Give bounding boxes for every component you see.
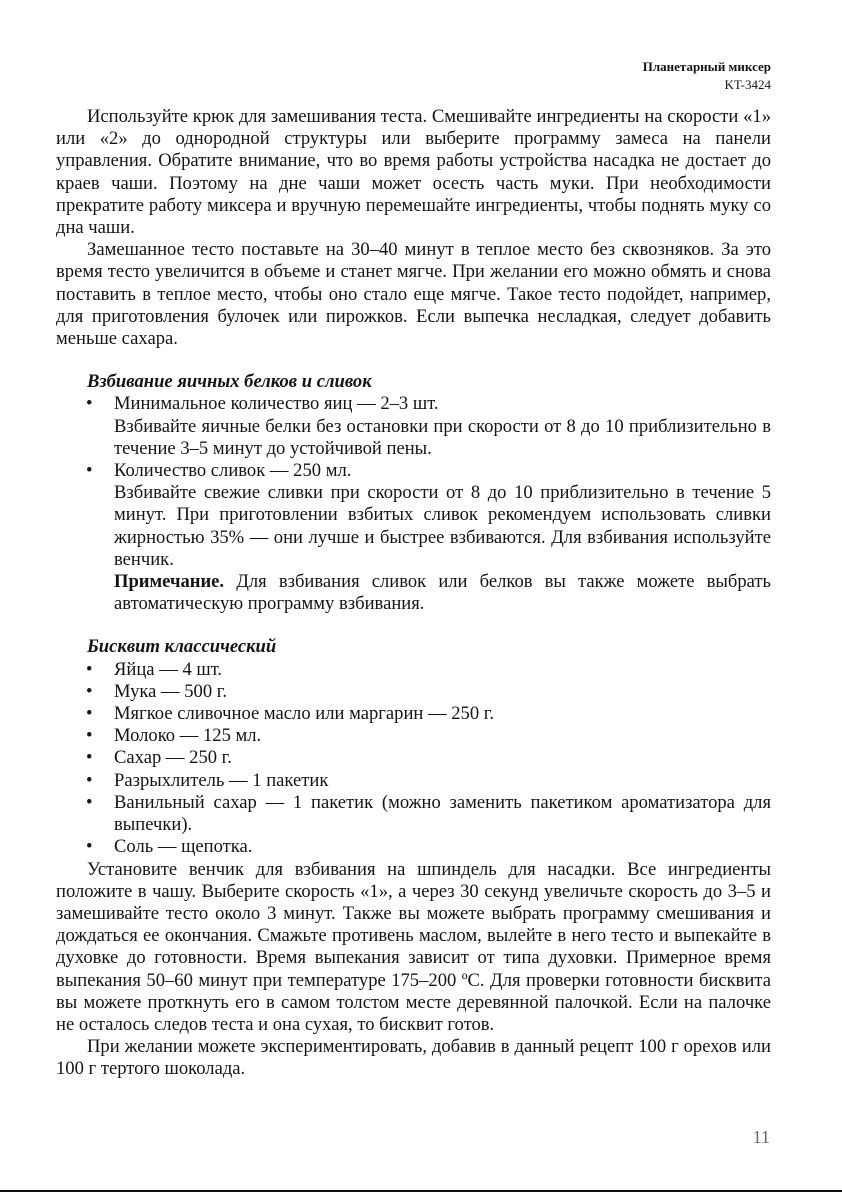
list-item (56, 770, 771, 792)
list-item (56, 659, 771, 681)
biscuit-instructions-1: Установите венчик для взбивания на шпиндель для насадки. Все ингредиенты положите в чашу. Выберите скорость «1», а через 30 секунд увеличьте скорость до 3–5 и замешивайте тесто около 3 минут. Также вы можете выбрать программу смешивания и дождаться ее окончания. Смажьте противень маслом, вылейте в него тесто и выпекайте в духовке до готовности. Время выпекания зависит от типа духовки. Примерное время выпекания 50–60 минут при температуре 175–200 ºC. Для проверки готовности бисквита вы можете проткнуть его в самом толстом месте деревянной палочкой. Если на палочке не осталось следов теста и она сухая, то бисквит готов. (56, 858, 771, 1035)
ingredient: Мука — 500 г. (114, 680, 227, 702)
list-item (56, 836, 771, 858)
bullet: • (86, 393, 93, 415)
ingredient: Мягкое сливочное масло или маргарин — 250 г. (114, 703, 494, 725)
ingredient: Соль — щепотка. (114, 836, 253, 858)
bullet: • (86, 747, 93, 769)
header-title: Планетарный миксер (642, 59, 771, 74)
list-item-label: Количество сливок — 250 мл. (114, 460, 352, 482)
ingredient: Разрыхлитель — 1 пакетик (114, 769, 329, 791)
list-item (56, 393, 771, 460)
bullet: • (86, 703, 93, 725)
whipping-list (56, 393, 771, 615)
note-label: Примечание. (114, 571, 225, 593)
note (114, 571, 771, 615)
list-item-text: Взбивайте яичные белки без остановки при скорости от 8 до 10 приблизительно в течение 3–5 минут до устойчивой пены. (114, 415, 771, 459)
ingredient: Молоко — 125 мл. (114, 725, 262, 747)
page-number: 11 (752, 1127, 770, 1147)
bullet: • (86, 725, 93, 747)
intro-paragraph-2: Замешанное тесто поставьте на 30–40 минут в теплое место без сквозняков. За это время тесто увеличится в объеме и станет мягче. При желании его можно обмять и снова поставить в теплое место, чтобы оно стало еще мягче. Такое тесто подойдет, например, для приготовления булочек или пирожков. Если выпечка несладкая, следует добавить меньше сахара. (56, 239, 771, 350)
biscuit-instructions-2: При желании можете экспериментировать, добавив в данный рецепт 100 г орехов или 100 г тертого шоколада. (56, 1036, 771, 1080)
biscuit-section-title: Бисквит классический (87, 636, 277, 658)
list-item (56, 725, 771, 747)
bullet: • (86, 791, 93, 813)
list-item (56, 460, 771, 615)
intro-paragraph-1: Используйте крюк для замешивания теста. Смешивайте ингредиенты на скорости «1» или «2» до однородной структуры или выберите программу замеса на панели управления. Обратите внимание, что во время работы устройства насадка не достает до краев чаши. Поэтому на дне чаши может осесть часть муки. При необходимости прекратите работу миксера и вручную перемешайте ингредиенты, чтобы поднять муку со дна чаши. (56, 106, 771, 239)
list-item (56, 747, 771, 769)
bullet: • (86, 769, 93, 791)
page-header (643, 58, 771, 94)
note-text: Для взбивания сливок или белков вы также можете выбрать автоматическую программу взбивания. (114, 571, 771, 615)
ingredients-list (56, 659, 771, 859)
list-item-text: Взбивайте свежие сливки при скорости от 8 до 10 приблизительно в течение 5 минут. При приготовлении взбитых сливок рекомендуем использовать сливки жирностью 35% — они лучше и быстрее взбиваются. Для взбивания используйте венчик. (114, 482, 771, 570)
ingredient: Яйца — 4 шт. (114, 658, 223, 680)
ingredient: Ванильный сахар — 1 пакетик (можно заменить пакетиком ароматизатора для выпечки). (114, 791, 771, 836)
list-item (56, 792, 771, 836)
bullet: • (86, 680, 93, 702)
list-item (56, 703, 771, 725)
whipping-section-title: Взбивание яичных белков и сливок (87, 371, 372, 393)
ingredient: Сахар — 250 г. (114, 747, 232, 769)
bottom-rule (0, 1190, 842, 1192)
bullet: • (86, 836, 93, 858)
page-content (56, 106, 771, 1081)
bullet: • (86, 658, 93, 680)
list-item-label: Минимальное количество яиц — 2–3 шт. (114, 393, 439, 415)
header-model: KT-3424 (724, 77, 771, 92)
list-item (56, 681, 771, 703)
bullet: • (86, 460, 93, 482)
